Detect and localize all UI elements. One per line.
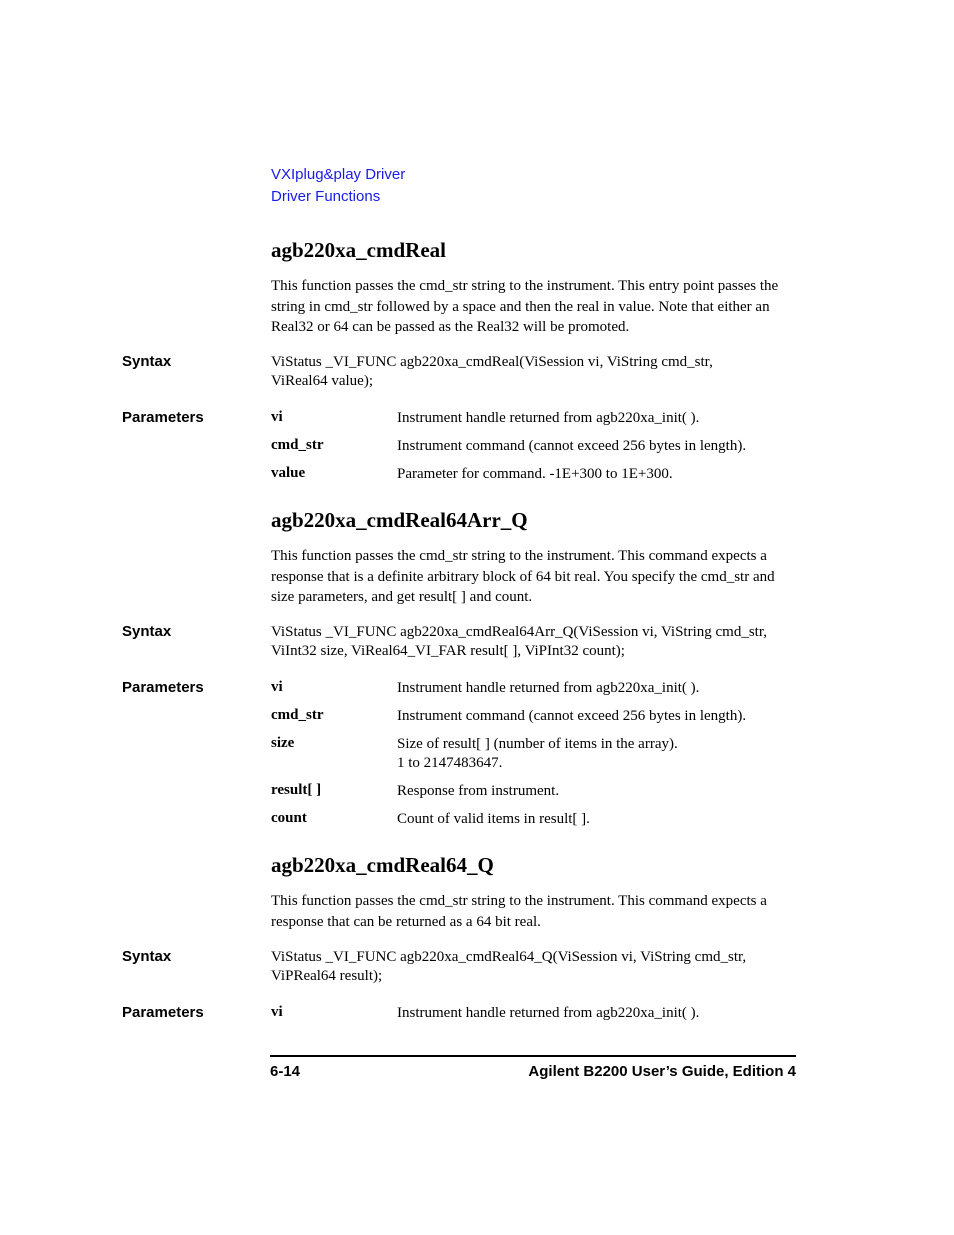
syntax-line: ViPReal64 result); — [271, 968, 383, 984]
syntax-line: ViReal64 value); — [271, 373, 373, 389]
param-name: cmd_str — [271, 707, 324, 723]
param-description-line: Size of result[ ] (number of items in the array). — [397, 736, 678, 752]
param-description: Instrument command (cannot exceed 256 bytes in length). — [397, 708, 747, 724]
syntax-block-cmdreal — [271, 353, 799, 391]
param-name: count — [271, 810, 307, 826]
section-title-cmdreal: agb220xa_cmdReal — [271, 238, 446, 262]
syntax-line: ViStatus _VI_FUNC agb220xa_cmdReal(ViSession vi, ViString cmd_str, — [271, 354, 713, 370]
param-name: vi — [271, 679, 283, 695]
param-description: Instrument handle returned from agb220xa_init( ). — [397, 1005, 700, 1021]
syntax-line: ViStatus _VI_FUNC agb220xa_cmdReal64_Q(ViSession vi, ViString cmd_str, — [271, 949, 747, 965]
param-description: Parameter for command. -1E+300 to 1E+300. — [397, 466, 673, 482]
breadcrumb-link-driver-functions[interactable]: Driver Functions — [271, 188, 381, 205]
parameters-label: Parameters — [122, 1004, 204, 1021]
param-description: Instrument handle returned from agb220xa_init( ). — [397, 680, 700, 696]
section-description-cmdreal64-q: This function passes the cmd_str string to the instrument. This command expects a response that can be returned as a 64 bit real. — [271, 893, 767, 930]
param-description — [397, 735, 797, 773]
section-description-cmdreal64arr-q: This function passes the cmd_str string to the instrument. This command expects a response that is a definite arbitrary block of 64 bit real. You specify the cmd_str and size parameters, and get result[ ] and count. — [271, 548, 775, 605]
param-name: cmd_str — [271, 437, 324, 453]
syntax-block-cmdreal64-q — [271, 948, 799, 986]
syntax-block-cmdreal64arr-q — [271, 623, 799, 661]
section-title-cmdreal64arr-q: agb220xa_cmdReal64Arr_Q — [271, 508, 528, 532]
footer-divider — [270, 1055, 796, 1057]
param-name: value — [271, 465, 306, 481]
param-description-line: 1 to 2147483647. — [397, 755, 503, 771]
param-description: Count of valid items in result[ ]. — [397, 811, 590, 827]
param-description: Response from instrument. — [397, 783, 560, 799]
parameters-label: Parameters — [122, 409, 204, 426]
syntax-label: Syntax — [122, 623, 172, 640]
param-description: Instrument handle returned from agb220xa_init( ). — [397, 410, 700, 426]
syntax-label: Syntax — [122, 353, 172, 370]
syntax-line: ViStatus _VI_FUNC agb220xa_cmdReal64Arr_Q(ViSession vi, ViString cmd_str, — [271, 624, 767, 640]
param-name: result[ ] — [271, 782, 322, 798]
param-name: vi — [271, 409, 283, 425]
breadcrumb-link-vxiplugplay-driver[interactable]: VXIplug&play Driver — [271, 166, 406, 183]
page-number: 6-14 — [270, 1063, 301, 1080]
section-description-cmdreal: This function passes the cmd_str string to the instrument. This entry point passes the string in cmd_str followed by a space and then the real in value. Note that either an Real32 or 64 can be passed as the Real32 will be promoted. — [271, 278, 779, 335]
param-name: vi — [271, 1004, 283, 1020]
param-description: Instrument command (cannot exceed 256 bytes in length). — [397, 438, 747, 454]
syntax-line: ViInt32 size, ViReal64_VI_FAR result[ ], ViPInt32 count); — [271, 643, 625, 659]
guide-title: Agilent B2200 User’s Guide, Edition 4 — [528, 1063, 796, 1080]
param-name: size — [271, 735, 295, 751]
syntax-label: Syntax — [122, 948, 172, 965]
section-title-cmdreal64-q: agb220xa_cmdReal64_Q — [271, 853, 494, 877]
parameters-label: Parameters — [122, 679, 204, 696]
